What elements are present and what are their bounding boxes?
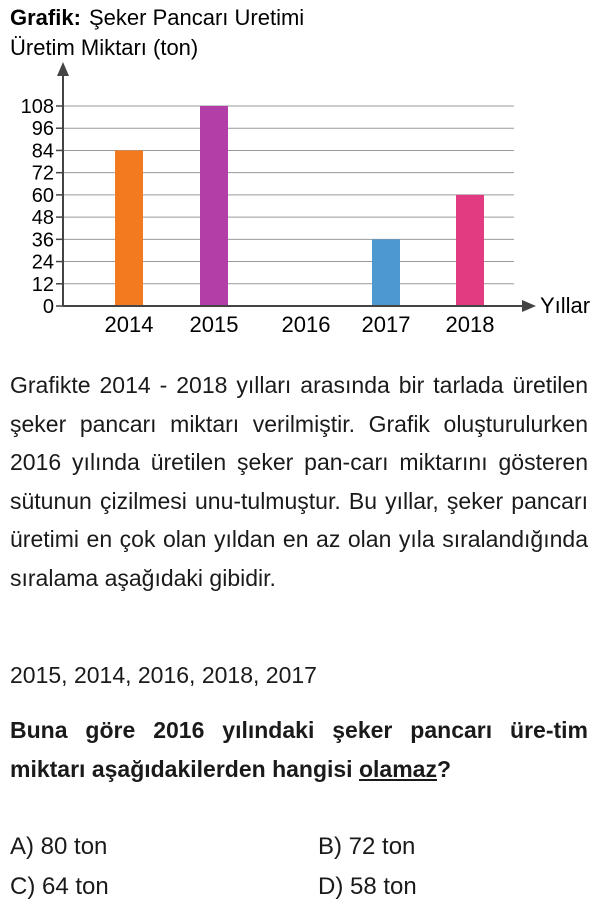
question-text bbox=[10, 711, 588, 789]
x-tick-label: 2014 bbox=[104, 312, 154, 337]
ranking-order: 2015, 2014, 2016, 2018, 2017 bbox=[10, 662, 317, 688]
option-c[interactable] bbox=[10, 872, 109, 902]
x-axis-arrowhead bbox=[522, 300, 536, 312]
bar-chart bbox=[0, 0, 597, 345]
option-a-letter: A) bbox=[10, 833, 34, 860]
intro-paragraph bbox=[10, 366, 588, 598]
option-d-letter: D) bbox=[318, 873, 344, 900]
y-axis-arrowhead bbox=[57, 62, 69, 76]
y-tick-label: 96 bbox=[31, 118, 54, 141]
y-tick-label: 24 bbox=[31, 251, 54, 274]
y-axis-title: Üretim Miktarı (ton) bbox=[10, 35, 199, 60]
question-end: ? bbox=[436, 756, 452, 782]
option-d[interactable] bbox=[318, 872, 417, 902]
x-tick-label: 2017 bbox=[361, 312, 411, 337]
option-a[interactable] bbox=[10, 832, 107, 862]
y-tick-label: 72 bbox=[31, 162, 54, 185]
chart-title-prefix: Grafik: bbox=[10, 5, 81, 30]
question-emphasis: olamaz bbox=[358, 756, 437, 782]
option-b-value: 72 ton bbox=[348, 833, 416, 860]
y-tick-label: 60 bbox=[31, 184, 54, 207]
bar-2018 bbox=[456, 195, 484, 306]
x-tick-label: 2015 bbox=[189, 312, 239, 337]
y-tick-label: 84 bbox=[31, 140, 54, 163]
y-tick-label: 108 bbox=[20, 96, 54, 118]
y-tick-label: 36 bbox=[31, 229, 54, 252]
option-a-value: 80 ton bbox=[40, 833, 108, 860]
chart-title: Şeker Pancarı Uretimi bbox=[89, 5, 305, 30]
option-b-letter: B) bbox=[318, 833, 342, 860]
bar-2017 bbox=[372, 239, 400, 306]
option-c-value: 64 ton bbox=[42, 873, 109, 900]
y-tick-label: 12 bbox=[31, 273, 54, 296]
x-tick-label: 2016 bbox=[281, 312, 331, 337]
bar-2014 bbox=[115, 150, 143, 306]
option-c-letter: C) bbox=[10, 873, 36, 900]
option-b[interactable] bbox=[318, 832, 415, 862]
bar-2015 bbox=[200, 106, 228, 306]
question-main: Buna göre 2016 yılındaki şeker pancarı üre-tim miktarı aşağıdakilerden hangisi bbox=[10, 717, 588, 782]
option-d-value: 58 ton bbox=[350, 873, 417, 900]
x-tick-label: 2018 bbox=[445, 312, 495, 337]
y-tick-label: 0 bbox=[42, 296, 54, 318]
intro-text: Grafikte 2014 - 2018 yılları arasında bir tarlada üretilen şeker pancarı miktarı verilmiştir. Grafik oluşturulurken 2016 yılında üretilen şeker pan-carı miktarını gösteren sütunun çizilmesi unu-tulmuştur. Bu yıllar, şeker pancarı üretimi en çok olan yıldan en az olan yıla sıralandığında sıralama aşağıdaki gibidir. bbox=[10, 372, 588, 591]
y-tick-label: 48 bbox=[31, 207, 54, 230]
x-axis-title: Yıllar bbox=[540, 293, 591, 318]
